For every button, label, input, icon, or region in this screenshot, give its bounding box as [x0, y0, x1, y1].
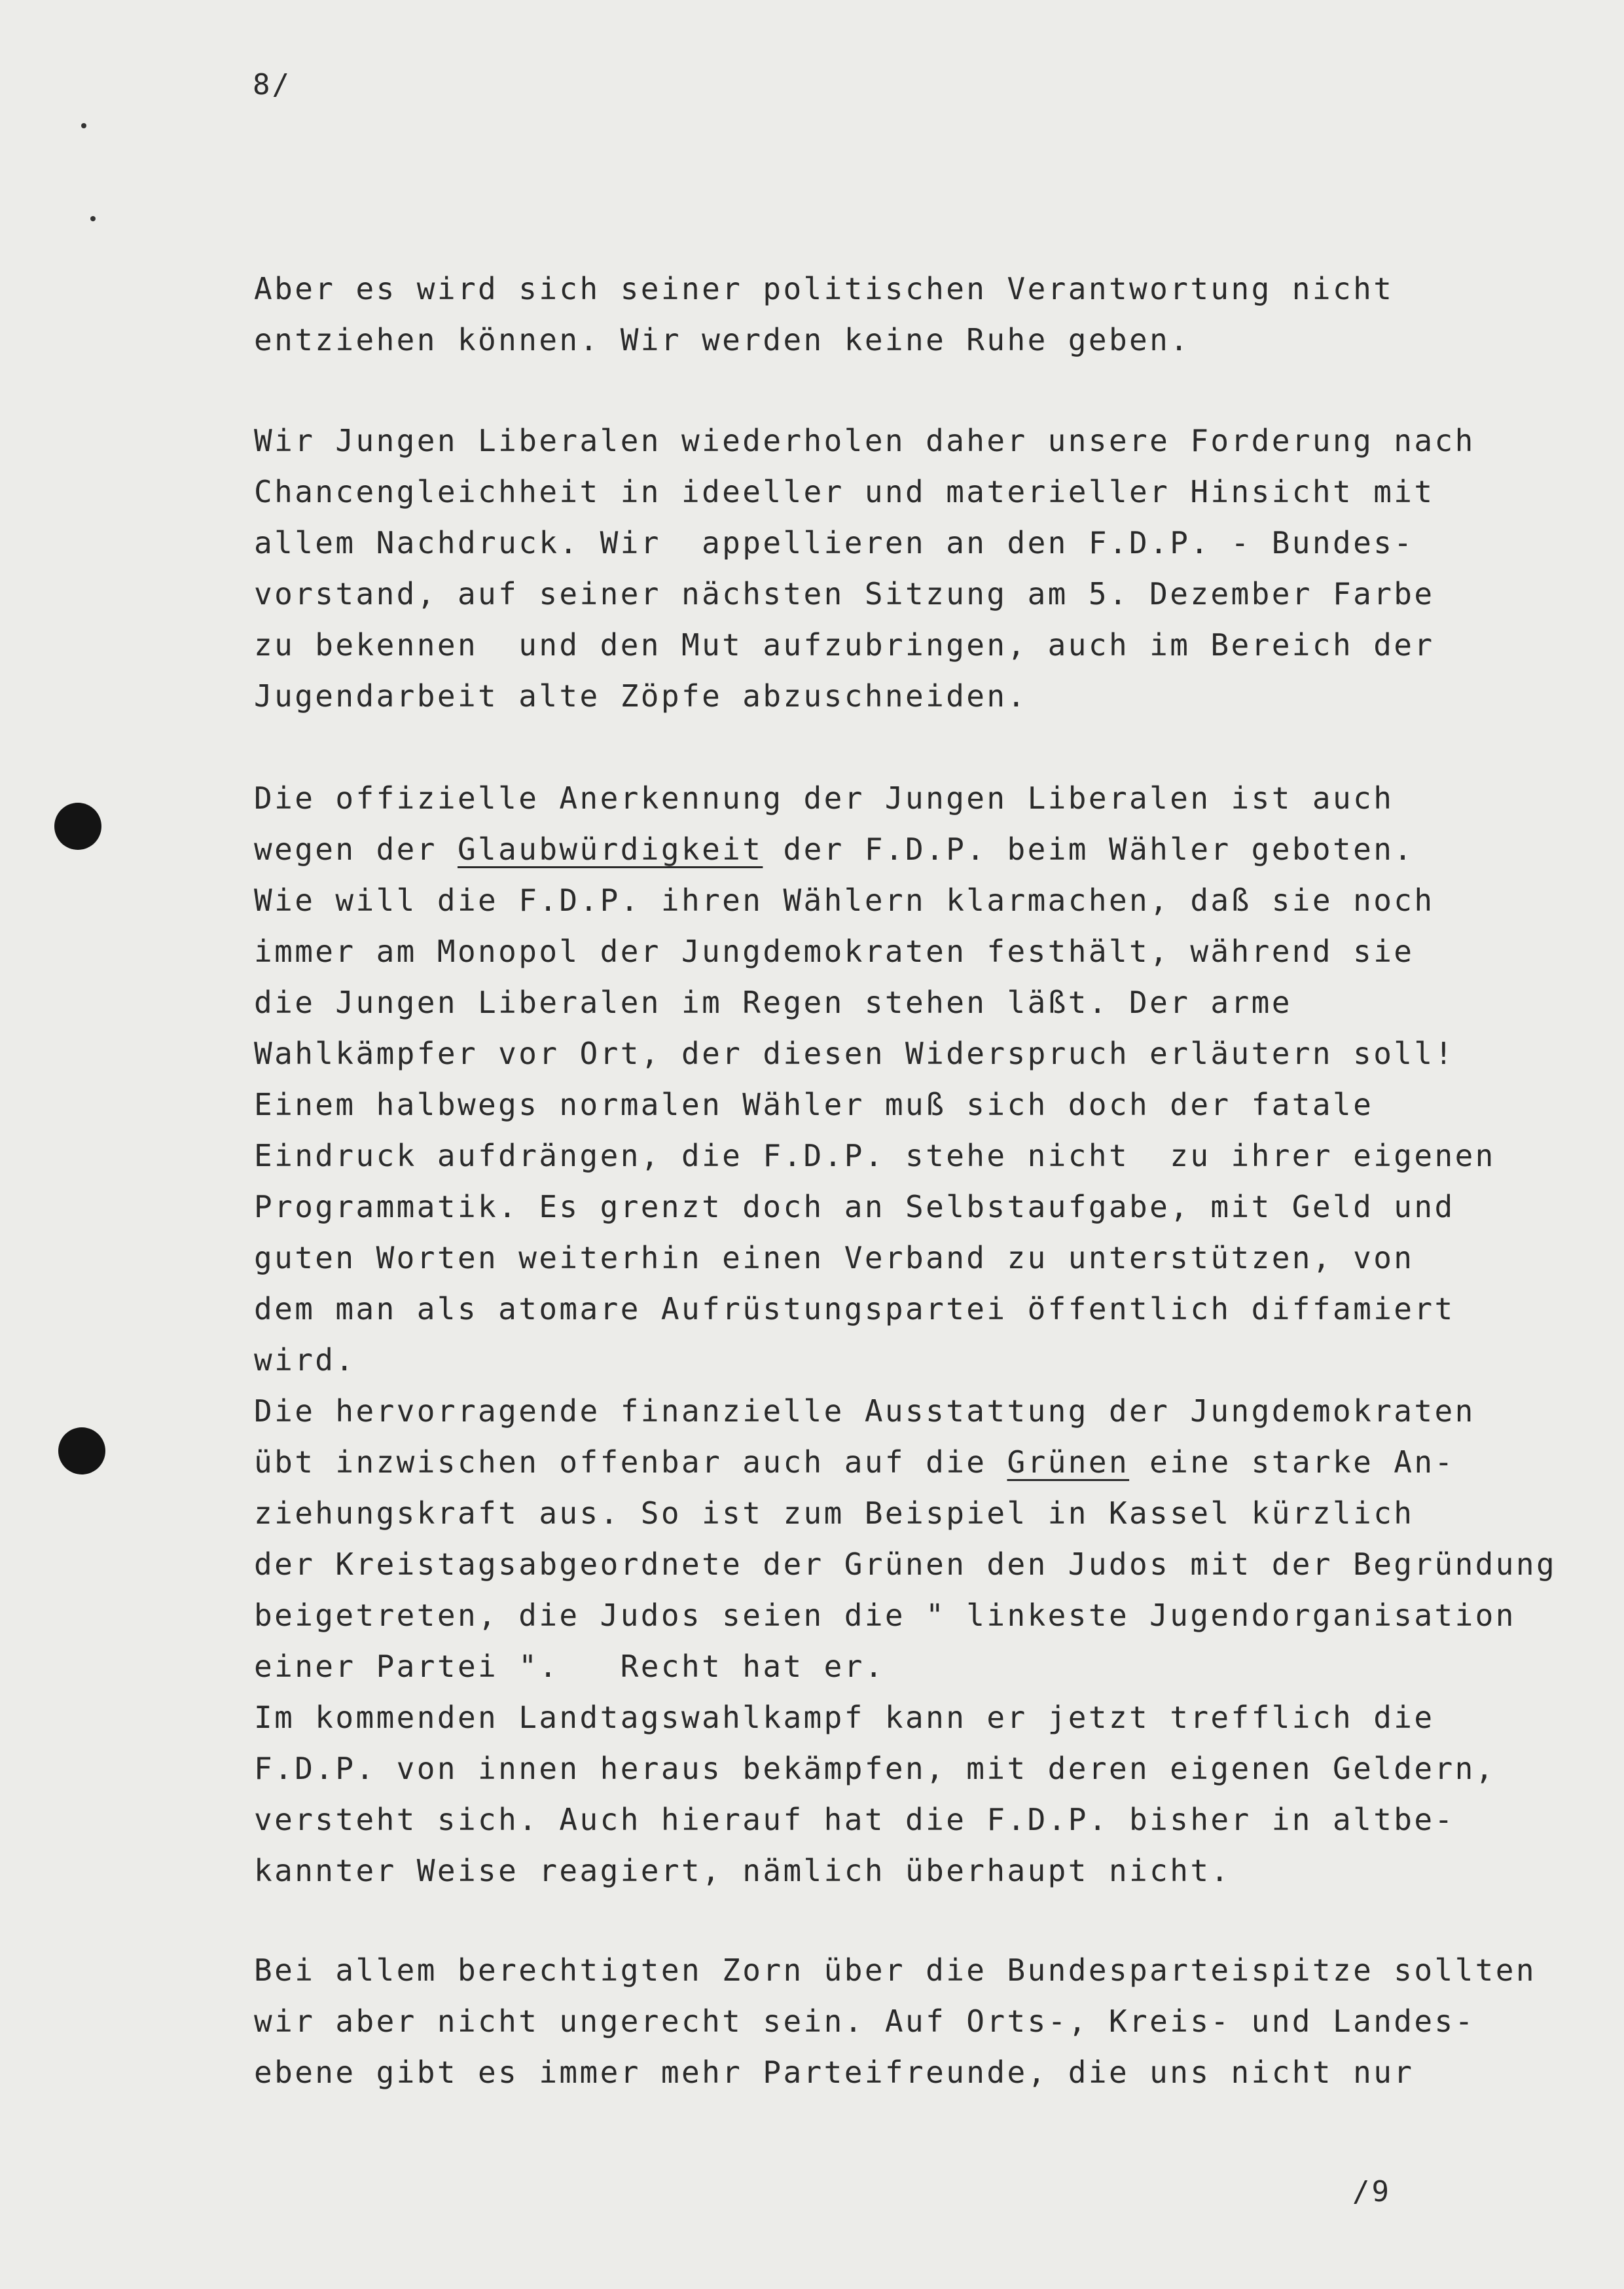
text-line [254, 773, 1602, 824]
line-text: wegen der [254, 832, 458, 867]
line-text: Wir Jungen Liberalen wiederholen daher unsere Forderung nach [254, 423, 1475, 458]
text-line [254, 926, 1602, 977]
text-line [254, 1794, 1602, 1845]
line-text: eine starke An- [1129, 1444, 1455, 1480]
line-text: Programmatik. Es grenzt doch an Selbstaufgabe, mit Geld und [254, 1189, 1455, 1224]
line-text: guten Worten weiterhin einen Verband zu unterstützen, von [254, 1240, 1415, 1275]
line-text: die Jungen Liberalen im Regen stehen läßt. Der arme [254, 985, 1292, 1020]
underlined-word: Glaubwürdigkeit [457, 832, 763, 867]
line-text: Einem halbwegs normalen Wähler muß sich doch der fatale [254, 1087, 1374, 1122]
line-text: übt inzwischen offenbar auch auf die [254, 1444, 1007, 1480]
text-line [254, 1996, 1602, 2047]
paragraph [254, 263, 1602, 365]
text-line [254, 314, 1602, 365]
line-text: Wie will die F.D.P. ihren Wählern klarmachen, daß sie noch [254, 883, 1435, 918]
line-text: Eindruck aufdrängen, die F.D.P. stehe nicht zu ihrer eigenen [254, 1138, 1496, 1173]
line-text: Chancengleichheit in ideeller und materieller Hinsicht mit [254, 474, 1435, 509]
text-line [254, 1743, 1602, 1794]
underlined-word: Grünen [1007, 1444, 1130, 1480]
line-text: beigetreten, die Judos seien die " linkeste Jugendorganisation [254, 1598, 1516, 1633]
text-line [254, 1028, 1602, 1079]
text-line [254, 1539, 1602, 1590]
text-line [254, 2047, 1602, 2098]
line-text: Jugendarbeit alte Zöpfe abzuschneiden. [254, 678, 1028, 714]
punch-hole-top [54, 803, 101, 850]
text-line [254, 568, 1602, 619]
line-text: entziehen können. Wir werden keine Ruhe geben. [254, 322, 1191, 357]
text-line [254, 1845, 1602, 1896]
line-text: Die hervorragende finanzielle Ausstattung der Jungdemokraten [254, 1393, 1475, 1429]
line-text: kannter Weise reagiert, nämlich überhaupt nicht. [254, 1853, 1231, 1888]
text-line [254, 1385, 1602, 1437]
line-text: der Kreistagsabgeordnete der Grünen den Judos mit der Begründung [254, 1547, 1557, 1582]
line-text: vorstand, auf seiner nächsten Sitzung am 5. Dezember Farbe [254, 576, 1435, 612]
text-line [254, 619, 1602, 670]
line-text: einer Partei ". Recht hat er. [254, 1649, 885, 1684]
text-line [254, 1641, 1602, 1692]
text-line [254, 466, 1602, 517]
line-text: Wahlkämpfer vor Ort, der diesen Widerspruch erläutern soll! [254, 1036, 1455, 1071]
line-text: Im kommenden Landtagswahlkampf kann er jetzt trefflich die [254, 1700, 1435, 1735]
text-line [254, 1945, 1602, 1996]
text-line [254, 1590, 1602, 1641]
text-line [254, 1283, 1602, 1334]
text-line [254, 670, 1602, 722]
paragraph [254, 1945, 1602, 2098]
punch-hole-bottom [58, 1427, 105, 1474]
line-text: allem Nachdruck. Wir appellieren an den F.D.P. - Bundes- [254, 525, 1415, 560]
line-text: Aber es wird sich seiner politischen Verantwortung nicht [254, 271, 1394, 306]
paper-speck [90, 216, 96, 221]
text-line [254, 824, 1602, 875]
text-line [254, 1130, 1602, 1181]
line-text: Die offizielle Anerkennung der Jungen Liberalen ist auch [254, 780, 1394, 816]
paragraph [254, 415, 1602, 722]
text-line [254, 1181, 1602, 1232]
text-line [254, 977, 1602, 1028]
page-number-top: 8/ [253, 68, 291, 101]
line-text: Bei allem berechtigten Zorn über die Bundesparteispitze sollten [254, 1952, 1536, 1988]
line-text: wir aber nicht ungerecht sein. Auf Orts-, Kreis- und Landes- [254, 2004, 1475, 2039]
paragraph [254, 773, 1602, 1896]
text-line [254, 1079, 1602, 1130]
text-line [254, 1334, 1602, 1385]
line-text: zu bekennen und den Mut aufzubringen, auch im Bereich der [254, 627, 1435, 663]
page-number-bottom: /9 [1352, 2175, 1391, 2208]
text-line [254, 1488, 1602, 1539]
text-line [254, 415, 1602, 466]
line-text: immer am Monopol der Jungdemokraten festhält, während sie [254, 934, 1415, 969]
paper-speck [81, 123, 86, 128]
line-text: ziehungskraft aus. So ist zum Beispiel in Kassel kürzlich [254, 1495, 1415, 1531]
line-text: F.D.P. von innen heraus bekämpfen, mit deren eigenen Geldern, [254, 1751, 1496, 1786]
line-text: ebene gibt es immer mehr Parteifreunde, die uns nicht nur [254, 2055, 1415, 2090]
line-text: versteht sich. Auch hierauf hat die F.D.P. bisher in altbe- [254, 1802, 1455, 1837]
line-text: wird. [254, 1342, 356, 1378]
text-line [254, 517, 1602, 568]
line-text: dem man als atomare Aufrüstungspartei öffentlich diffamiert [254, 1291, 1455, 1327]
text-line [254, 1232, 1602, 1283]
text-line [254, 1437, 1602, 1488]
text-line [254, 263, 1602, 314]
text-line [254, 1692, 1602, 1743]
line-text: der F.D.P. beim Wähler geboten. [763, 832, 1415, 867]
text-line [254, 875, 1602, 926]
